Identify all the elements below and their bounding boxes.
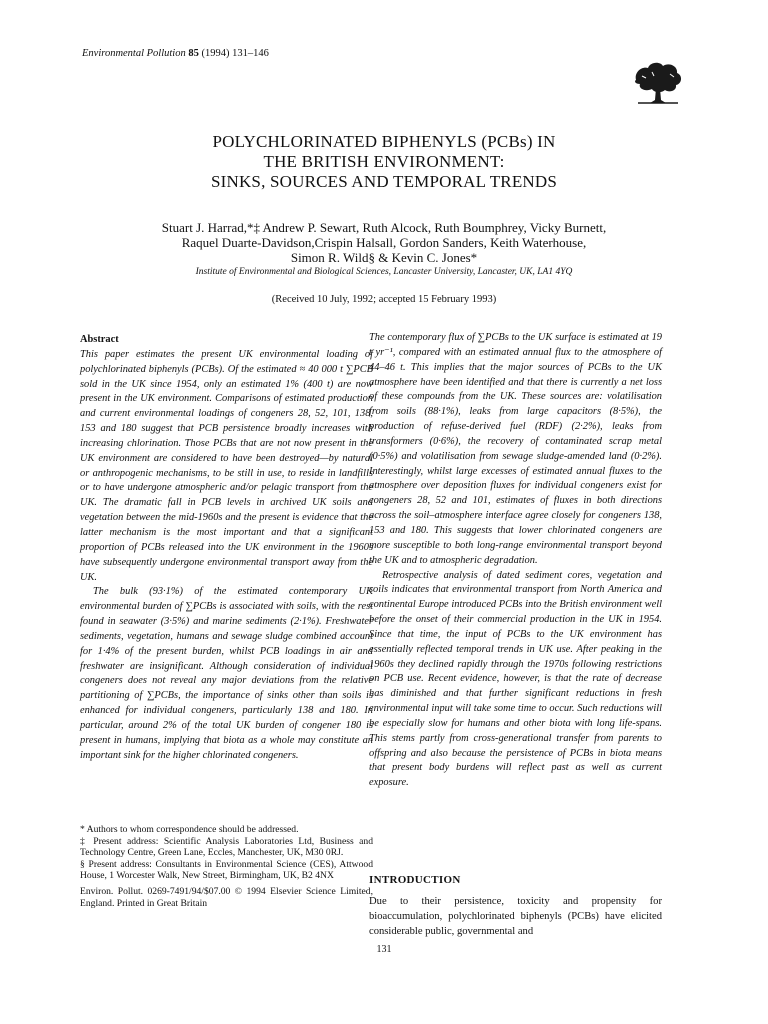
abstract-paragraph-1: This paper estimates the present UK environmental loading of polychlorinated biphenyls (PCBs). Of the estimated ≈ 40 000 t ∑PCB sold in the UK since 1954, only an estimated 1% (400 t) are now present in the UK environment. Comparisons of estimated production and current environmental loadings of congeners 28, 52, 101, 138, 153 and 180 suggest that PCB persistence broadly increases with increasing chlorination. Those PCBs that are not now present in the UK environment are considered to have been destroyed—by natural or anthropogenic mechanisms, to be still in use, to reside in landfills or to have undergone atmospheric and/or pelagic transport from the UK. The dramatic fall in PCB levels in archived UK soils and vegetation between the mid-1960s and the present is evidence that the latter mechanism is the most important and that a significant proportion of PCBs released into the UK environment in the 1960s have subsequently undergone environmental transport away from the UK. (80, 348, 373, 583)
footnote-present-address-1: ‡ Present address: Scientific Analysis Laboratories Ltd, Business and Technology Centre, Green Lane, Eccles, Manchester, UK, M30 0RJ. (80, 835, 373, 859)
title-line-2: THE BRITISH ENVIRONMENT: (263, 152, 505, 171)
publisher-tree-logo (632, 60, 684, 104)
authors-line-2: Raquel Duarte-Davidson,Crispin Halsall, Gordon Sanders, Keith Waterhouse, (181, 235, 587, 250)
journal-year-pages: (1994) 131–146 (201, 48, 269, 59)
left-column (80, 333, 373, 763)
abstract-paragraph-4: Retrospective analysis of dated sediment cores, vegetation and soils indicates that environmental transport from North America and continental Europe introduced PCBs into the British environment well before the onset of their commercial production in the UK in 1954. Since that time, the input of PCBs to the UK environment has essentially reflected temporal trends in UK use. After peaking in the 1960s they declined rapidly through the 1970s following restrictions on PCB use. Recent evidence, however, is that the rate of decrease has diminished and that further significant reductions in fresh environmental input will take some time to occur. Such reductions will be especially slow for humans and other biota with long life-spans. This stems partly from cross-generational transfer from parents to offspring and also because the persistence of PCBs in biota means that present body burdens will reflect past as well as current exposure. (369, 569, 662, 789)
title-line-1: POLYCHLORINATED BIPHENYLS (PCBs) IN (212, 132, 556, 151)
footnote-correspondence: * Authors to whom correspondence should be addressed. (80, 824, 299, 835)
introduction-paragraph: Due to their persistence, toxicity and propensity for bioaccumulation, polychlorinated biphenyls (PCBs) have elicited considerable public, governmental and (369, 896, 662, 937)
journal-volume: 85 (188, 48, 199, 59)
authors-line-1: Stuart J. Harrad,*‡ Andrew P. Sewart, Ruth Alcock, Ruth Boumphrey, Vicky Burnett, (161, 220, 607, 235)
received-dates: (Received 10 July, 1992; accepted 15 February 1993) (271, 294, 497, 305)
journal-name: Environmental Pollution (82, 48, 186, 59)
footnote-present-address-2: § Present address: Consultants in Environmental Science (CES), Attwood House, 1 Worcester Walk, New Street, Birmingham, UK, B2 4NX (80, 858, 373, 882)
abstract-paragraph-2: The bulk (93·1%) of the estimated contemporary UK environmental burden of ∑PCBs is associated with soils, with the rest found in seawater (3·5%) and marine sediments (2·1%). Freshwater sediments, vegetation, humans and sewage sludge combined account for 1·4% of the present burden, whilst PCB loadings in air and freshwater are insignificant. Although consideration of individual congeners does not reveal any major deviations from the relative partitioning of ∑PCBs, the importance of sinks other than soils is enhanced for individual congeners, particularly 138 and 180. In particular, around 2% of the total UK burden of congener 180 is present in humans, implying that biota as a whole may constitute an important sink for the higher chlorinated congeners. (80, 586, 373, 761)
page-number: 131 (376, 944, 392, 955)
copyright-notice: Environ. Pollut. 0269-7491/94/$07.00 © 1994 Elsevier Science Limited, England. Printed in Great Britain (80, 885, 373, 909)
title-line-3: SINKS, SOURCES AND TEMPORAL TRENDS (210, 172, 558, 191)
article-title (0, 132, 768, 192)
abstract-paragraph-3: The contemporary flux of ∑PCBs to the UK surface is estimated at 19 t yr⁻¹, compared with an estimated annual flux to the atmosphere of 44–46 t. This implies that the major sources of PCBs to the UK atmosphere have been identified and that there is currently a net loss of these compounds from the UK. These sources are: volatilisation from soils (88·1%), leaks from large capacitors (8·5%), the production of refuse-derived fuel (RDF) (2·2%), leaks from transformers (0·6%), the recovery of contaminated scrap metal (0·5%) and volatilisation from sewage sludge-amended land (0·2%). Interestingly, whilst large excesses of estimated annual fluxes to the atmosphere over deposition fluxes for individual congeners exist for congeners 28, 52 and 101, estimates of fluxes in both directions across the soil–atmosphere interface agree closely for congeners 138, 153 and 180. This suggests that lower chlorinated congeners are more susceptible to both long-range environmental transport beyond the UK and to atmospheric degradation. (369, 332, 662, 566)
introduction-heading: INTRODUCTION (369, 874, 461, 886)
abstract-heading: Abstract (80, 334, 119, 345)
author-affiliation: Institute of Environmental and Biological Sciences, Lancaster University, Lancaster, UK, LA1 4YQ (195, 267, 573, 277)
journal-reference (82, 48, 269, 59)
footnotes (80, 824, 373, 909)
authors-line-3: Simon R. Wild§ & Kevin C. Jones* (290, 250, 478, 265)
author-list (0, 220, 768, 265)
right-column (369, 331, 662, 791)
